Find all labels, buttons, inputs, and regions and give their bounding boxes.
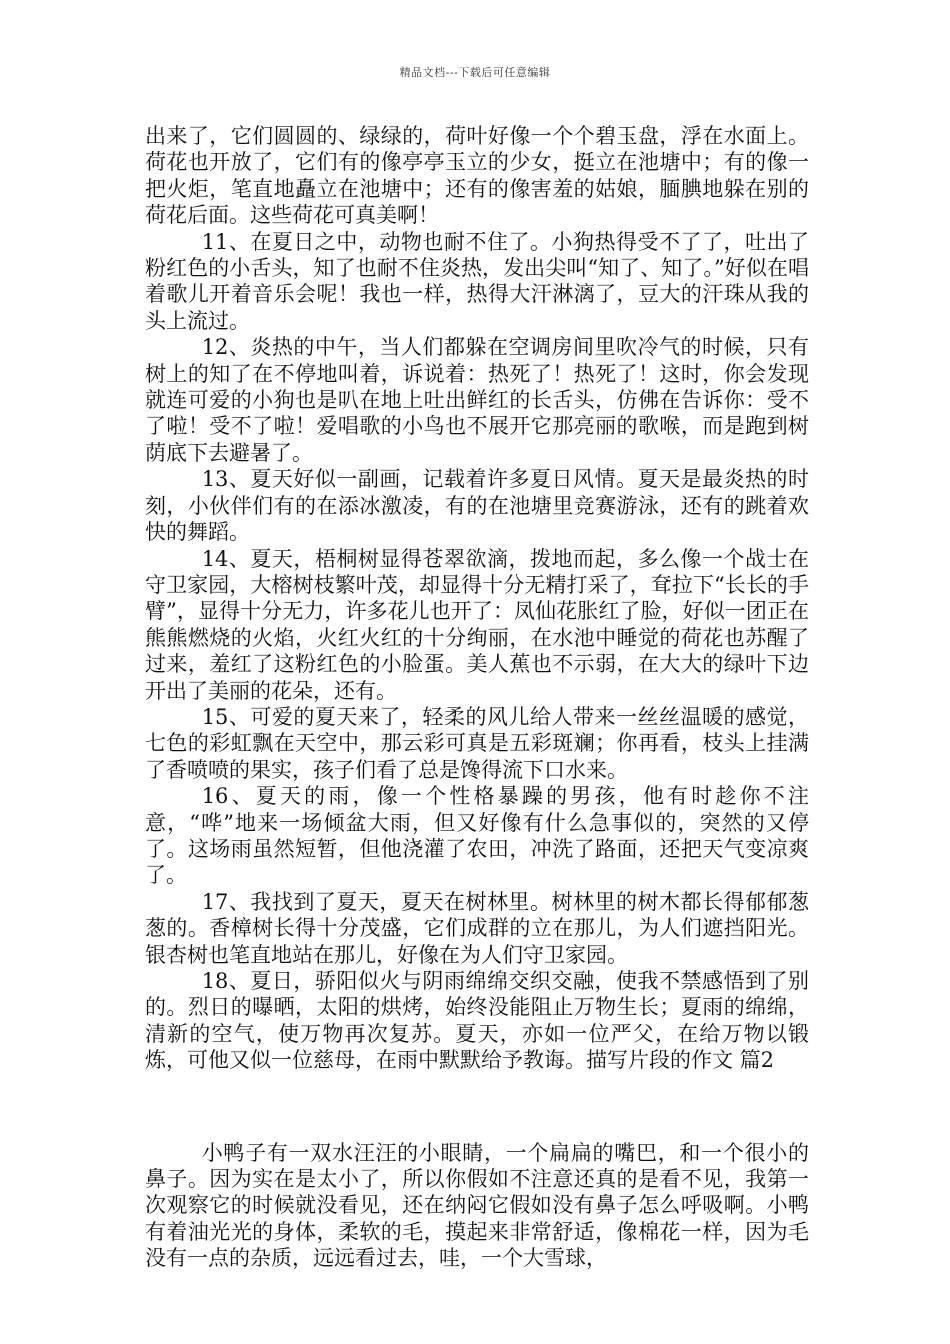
paragraph-duckling: 小鸭子有一双水汪汪的小眼睛，一个扁扁的嘴巴，和一个很小的鼻子。因为实在是太小了，所以你假如不注意还真的是看不见，我第一次观察它的时候就没看见，还在纳闷它假如没有鼻子怎么呼吸啊。小鸭有着油光光的身体，柔软的毛，摸起来非常舒适，像棉花一样，因为毛没有一点的杂质，远远看过去，哇，一个大雪球，	[145, 1140, 809, 1271]
paragraph-continued: 出来了，它们圆圆的、绿绿的，荷叶好像一个个碧玉盘，浮在水面上。荷花也开放了，它们有的像亭亭玉立的少女，挺立在池塘中；有的像一把火炬，笔直地矗立在池塘中；还有的像害羞的姑娘，腼腆地躲在别的荷花后面。这些荷花可真美啊！	[145, 124, 809, 228]
paragraph-13: 13、夏天好似一副画，记载着许多夏日风情。夏天是最炎热的时刻，小伙伴们有的在添冰激凌，有的在池塘里竞赛游泳，还有的跳着欢快的舞蹈。	[145, 467, 809, 545]
page-header: 精品文档---下载后可任意编辑	[399, 66, 551, 79]
paragraph-14: 14、夏天，梧桐树显得苍翠欲滴，拨地而起，多么像一个战士在守卫家园，大榕树枝繁叶茂，却显得十分无精打采了，耷拉下“长长的手臂”，显得十分无力，许多花儿也开了：凤仙花胀红了脸，好似一团正在熊熊燃烧的火焰，火红火红的十分绚丽，在水池中睡觉的荷花也苏醒了过来，羞红了这粉红色的小脸蛋。美人蕉也不示弱，在大大的绿叶下边开出了美丽的花朵，还有。	[145, 546, 809, 703]
paragraph-16: 16、夏天的雨，像一个性格暴躁的男孩，他有时趁你不注意，“哗”地来一场倾盆大雨，但又好像有什么急事似的，突然的又停了。这场雨虽然短暂，但他浇灌了农田，冲洗了路面，还把天气变凉爽了。	[145, 784, 809, 888]
document-body	[145, 123, 809, 1272]
paragraph-12: 12、炎热的中午，当人们都躲在空调房间里吹冷气的时候，只有树上的知了在不停地叫着，诉说着：热死了！热死了！这时，你会发现就连可爱的小狗也是叭在地上吐出鲜红的长舌头，仿佛在告诉你：受不了啦！受不了啦！爱唱歌的小鸟也不展开它那亮丽的歌喉，而是跑到树荫底下去避暑了。	[145, 335, 809, 465]
paragraph-15: 15、可爱的夏天来了，轻柔的风儿给人带来一丝丝温暖的感觉，七色的彩虹飘在天空中，那云彩可真是五彩斑斓；你再看，枝头上挂满了香喷喷的果实，孩子们看了总是馋得流下口水来。	[145, 704, 809, 782]
section-gap	[145, 1074, 809, 1140]
paragraph-11: 11、在夏日之中，动物也耐不住了。小狗热得受不了了，吐出了粉红色的小舌头，知了也耐不住炎热，发出尖叫“知了、知了。”好似在唱着歌儿开着音乐会呢！我也一样，热得大汗淋漓了，豆大的汗珠从我的头上流过。	[145, 229, 809, 333]
paragraph-17: 17、我找到了夏天，夏天在树林里。树林里的树木都长得郁郁葱葱的。香樟树长得十分茂盛，它们成群的立在那儿，为人们遮挡阳光。银杏树也笔直地站在那儿，好像在为人们守卫家园。	[145, 889, 809, 967]
paragraph-18: 18、夏日，骄阳似火与阴雨绵绵交织交融，使我不禁感悟到了别的。烈日的曝晒，太阳的烘烤，始终没能阻止万物生长；夏雨的绵绵，清新的空气，使万物再次复苏。夏天，亦如一位严父，在给万物以锻炼，可他又似一位慈母，在雨中默默给予教诲。描写片段的作文 篇2	[145, 969, 809, 1073]
